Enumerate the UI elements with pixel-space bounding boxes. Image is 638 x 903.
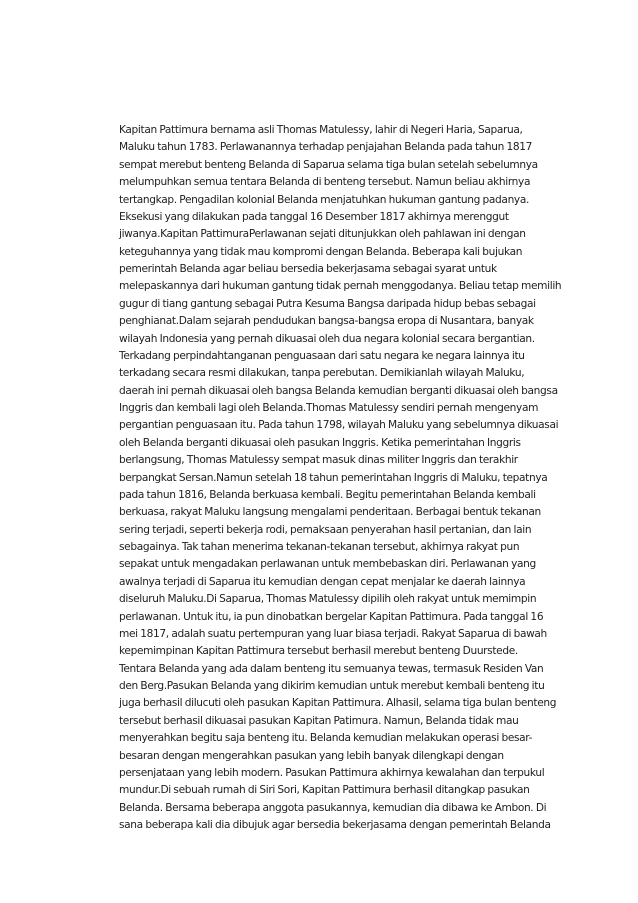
text-line: gugur di tiang gantung sebagai Putra Kesuma Bangsa daripada hidup bebas sebagai bbox=[119, 297, 536, 310]
text-line: Tentara Belanda yang ada dalam benteng itu semuanya tewas, termasuk Residen Van bbox=[119, 662, 544, 675]
text-line: den Berg.Pasukan Belanda yang dikirim kemudian untuk merebut kembali benteng itu bbox=[119, 680, 545, 692]
body-text bbox=[119, 122, 562, 834]
text-line: Eksekusi yang dilakukan pada tanggal 16 Desember 1817 akhirnya merenggut bbox=[119, 210, 509, 223]
text-line: berpangkat Sersan.Namun setelah 18 tahun pemerintahan Inggris di Maluku, tepatnya bbox=[119, 471, 548, 484]
text-line: wilayah Indonesia yang pernah dikuasai oleh dua negara kolonial secara bergantian. bbox=[119, 332, 535, 345]
text-line: penghianat.Dalam sejarah pendudukan bangsa-bangsa eropa di Nusantara, banyak bbox=[119, 315, 534, 328]
text-line: perlawanan. Untuk itu, ia pun dinobatkan bergelar Kapitan Pattimura. Pada tanggal 16 bbox=[119, 610, 544, 623]
text-line: sana beberapa kali dia dibujuk agar bersedia bekerjasama dengan pemerintah Belanda bbox=[119, 819, 551, 831]
text-line: tersebut berhasil dikuasai pasukan Kapitan Patimura. Namun, Belanda tidak mau bbox=[119, 714, 519, 727]
text-line: jiwanya.Kapitan PattimuraPerlawanan sejati ditunjukkan oleh pahlawan ini dengan bbox=[119, 228, 526, 241]
text-line: pemerintah Belanda agar beliau bersedia bekerjasama sebagai syarat untuk bbox=[119, 263, 497, 275]
text-line: mundur.Di sebuah rumah di Siri Sori, Kapitan Pattimura berhasil ditangkap pasukan bbox=[119, 784, 530, 797]
text-line: kepemimpinan Kapitan Pattimura tersebut berhasil merebut benteng Duurstede. bbox=[119, 645, 518, 658]
text-line: terkadang secara resmi dilakukan, tanpa perebutan. Demikianlah wilayah Maluku, bbox=[119, 367, 525, 380]
text-line: keteguhannya yang tidak mau kompromi dengan Belanda. Beberapa kali bujukan bbox=[119, 245, 523, 258]
text-line: sepakat untuk mengadakan perlawanan untuk membebaskan diri. Perlawanan yang bbox=[119, 558, 536, 571]
text-line: melepaskannya dari hukuman gantung tidak pernah menggodanya. Beliau tetap memilih bbox=[119, 280, 562, 293]
text-line: Terkadang perpindahtanganan penguasaan dari satu negara ke negara lainnya itu bbox=[119, 349, 525, 362]
text-line: Maluku tahun 1783. Perlawanannya terhadap penjajahan Belanda pada tahun 1817 bbox=[119, 141, 533, 154]
text-line: besaran dengan mengerahkan pasukan yang lebih banyak dilengkapi dengan bbox=[119, 749, 504, 762]
text-line: Belanda. Bersama beberapa anggota pasukannya, kemudian dia dibawa ke Ambon. Di bbox=[119, 801, 547, 814]
text-line: awalnya terjadi di Saparua itu kemudian dengan cepat menjalar ke daerah lainnya bbox=[119, 575, 526, 588]
text-line: pada tahun 1816, Belanda berkuasa kembali. Begitu pemerintahan Belanda kembali bbox=[119, 488, 536, 501]
text-line: menyerahkan begitu saja benteng itu. Belanda kemudian melakukan operasi besar- bbox=[119, 732, 533, 745]
text-line: berlangsung, Thomas Matulessy sempat masuk dinas militer Inggris dan terakhir bbox=[119, 454, 518, 467]
text-line: sebagainya. Tak tahan menerima tekanan-tekanan tersebut, akhirnya rakyat pun bbox=[119, 541, 520, 553]
text-line: Inggris dan kembali lagi oleh Belanda.Thomas Matulessy sendiri pernah mengenyam bbox=[119, 402, 539, 414]
text-line: persenjataan yang lebih modern. Pasukan Pattimura akhirnya kewalahan dan terpukul bbox=[119, 766, 545, 779]
text-line: oleh Belanda berganti dikuasai oleh pasukan Inggris. Ketika pemerintahan Inggris bbox=[119, 436, 521, 449]
text-line: pergantian penguasaan itu. Pada tahun 1798, wilayah Maluku yang sebelumnya dikuasai bbox=[119, 419, 559, 432]
text-line: berkuasa, rakyat Maluku langsung mengalami penderitaan. Berbagai bentuk tekanan bbox=[119, 506, 541, 519]
text-line: melumpuhkan semua tentara Belanda di benteng tersebut. Namun beliau akhirnya bbox=[119, 176, 531, 189]
text-line: juga berhasil dilucuti oleh pasukan Kapitan Pattimura. Alhasil, selama tiga bulan benteng bbox=[119, 697, 557, 710]
text-line: tertangkap. Pengadilan kolonial Belanda menjatuhkan hukuman gantung padanya. bbox=[119, 193, 530, 206]
text-line: Kapitan Pattimura bernama asli Thomas Matulessy, lahir di Negeri Haria, Saparua, bbox=[119, 124, 523, 136]
text-line: sering terjadi, seperti bekerja rodi, pemaksaan penyerahan hasil pertanian, dan lain bbox=[119, 523, 532, 536]
text-line: mei 1817, adalah suatu pertempuran yang luar biasa terjadi. Rakyat Saparua di bawah bbox=[119, 627, 547, 640]
text-line: daerah ini pernah dikuasai oleh bangsa Belanda kemudian berganti dikuasai oleh bangsa bbox=[119, 384, 558, 397]
text-line: sempat merebut benteng Belanda di Saparua selama tiga bulan setelah sebelumnya bbox=[119, 158, 538, 171]
text-line: diseluruh Maluku.Di Saparua, Thomas Matulessy dipilih oleh rakyat untuk memimpin bbox=[119, 593, 537, 606]
